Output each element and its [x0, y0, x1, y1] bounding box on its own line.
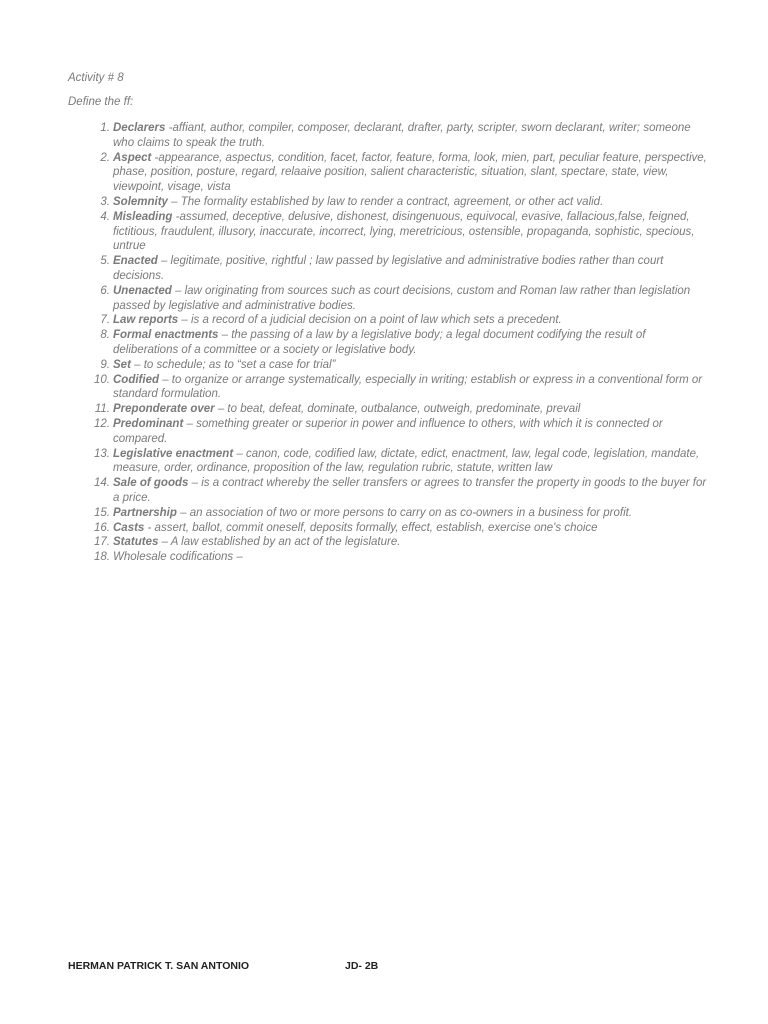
- item-definition: – to organize or arrange systematically, especially in writing; establish or express in a conventional form or standard formulation.: [113, 373, 703, 401]
- item-number: 12.: [94, 417, 110, 430]
- item-term: Partnership: [113, 506, 177, 519]
- definitions-list: [68, 121, 708, 565]
- class-section: JD- 2B: [345, 960, 379, 972]
- item-term: Legislative enactment: [113, 447, 234, 460]
- list-item: [68, 447, 708, 477]
- item-term: Set: [113, 358, 131, 371]
- list-item: [68, 402, 708, 417]
- item-definition: -affiant, author, compiler, composer, declarant, drafter, party, scripter, sworn declarant, writer; someone who claims to speak the truth.: [113, 122, 691, 149]
- list-item: [68, 254, 708, 284]
- item-definition: – canon, code, codified law, dictate, edict, enactment, law, legal code, legislation, mandate, measure, order, ordinance, proposition of the law, regulation rubric, statute, written law: [113, 447, 700, 475]
- item-definition: - assert, ballot, commit oneself, deposits formally, effect, establish, exercise one's choice: [144, 521, 598, 534]
- item-number: 6.: [100, 284, 110, 297]
- list-item: [68, 521, 708, 536]
- item-number: 2.: [100, 151, 110, 164]
- item-term: Solemnity: [113, 195, 168, 208]
- list-item: [68, 313, 708, 328]
- list-item: [68, 535, 708, 550]
- item-number: 18.: [94, 551, 110, 564]
- list-item: [68, 328, 708, 358]
- item-term: Statutes: [113, 536, 159, 549]
- item-number: 14.: [94, 477, 110, 490]
- item-term: Enacted: [113, 255, 158, 268]
- item-definition: – legitimate, positive, rightful ; law passed by legislative and administrative bodies rather than court decisions.: [113, 255, 664, 282]
- author-name: HERMAN PATRICK T. SAN ANTONIO: [68, 960, 250, 972]
- item-definition: – is a contract whereby the seller transfers or agrees to transfer the property in goods to the buyer for a price.: [113, 477, 707, 504]
- item-number: 3.: [100, 195, 110, 208]
- item-definition: – an association of two or more persons to carry on as co-owners in a business for profit.: [176, 506, 633, 519]
- item-definition: – the passing of a law by a legislative body; a legal document codifying the result of deliberations of a committee or a society or legislative body.: [113, 329, 646, 356]
- item-number: 5.: [100, 255, 110, 268]
- item-term: Codified: [113, 373, 159, 386]
- list-item: [68, 195, 708, 210]
- list-item: [68, 121, 708, 151]
- list-item: [68, 373, 708, 403]
- activity-title: Activity # 8: [68, 72, 124, 84]
- list-item: [68, 358, 708, 373]
- item-definition: – law originating from sources such as court decisions, custom and Roman law rather than legislation passed by legislative and administrative bodies.: [113, 284, 691, 312]
- item-term: Preponderate over: [113, 403, 215, 416]
- item-definition: Wholesale codifications –: [113, 551, 243, 564]
- item-term: Unenacted: [113, 284, 172, 297]
- item-definition: – A law established by an act of the legislature.: [158, 536, 401, 549]
- list-item: [68, 151, 708, 195]
- list-item: [68, 550, 708, 565]
- item-definition: -appearance, aspectus, condition, facet, factor, feature, forma, look, mien, part, peculiar feature, perspective, phase, position, posture, regard, relaaive position, salient characteristic, situation, slant, spectare, state, view, viewpoint, visage, vista: [113, 151, 707, 194]
- item-definition: -assumed, deceptive, delusive, dishonest, disingenuous, equivocal, evasive, fallacious,false, feigned, fictitious, fraudulent, illusory, inaccurate, incorrect, lying, meretricious, ostensible, propaganda, sophistic, specious, untrue: [113, 210, 695, 253]
- item-number: 9.: [100, 358, 110, 371]
- item-term: Casts: [113, 521, 145, 534]
- list-item: [68, 284, 708, 314]
- list-item: [68, 476, 708, 506]
- item-number: 10.: [94, 373, 110, 386]
- item-term: Misleading: [113, 210, 173, 223]
- item-term: Law reports: [113, 314, 179, 327]
- item-number: 11.: [94, 403, 110, 416]
- item-number: 4.: [100, 210, 110, 223]
- item-definition: – is a record of a judicial decision on a point of law which sets a precedent.: [178, 314, 562, 327]
- item-number: 1.: [100, 122, 110, 134]
- item-term: Formal enactments: [113, 329, 219, 342]
- list-item: [68, 417, 708, 447]
- item-number: 13.: [94, 447, 110, 460]
- item-definition: – something greater or superior in power and influence to others, with which it is connected or compared.: [113, 417, 663, 445]
- item-term: Declarers: [113, 122, 166, 134]
- item-term: Sale of goods: [113, 477, 189, 490]
- item-number: 8.: [100, 329, 110, 342]
- item-definition: – The formality established by law to render a contract, agreement, or other act valid.: [167, 195, 604, 208]
- list-item: [68, 506, 708, 521]
- item-number: 15.: [94, 506, 110, 519]
- item-definition: – to beat, defeat, dominate, outbalance, outweigh, predominate, prevail: [214, 403, 581, 416]
- item-term: Aspect: [113, 151, 152, 164]
- item-term: Predominant: [113, 417, 184, 430]
- instruction-text: Define the ff:: [68, 96, 134, 108]
- item-number: 7.: [100, 314, 110, 327]
- item-number: 16.: [94, 521, 110, 534]
- item-number: 17.: [94, 536, 110, 549]
- list-item: [68, 210, 708, 254]
- item-definition: – to schedule; as to “set a case for trial”: [130, 358, 336, 371]
